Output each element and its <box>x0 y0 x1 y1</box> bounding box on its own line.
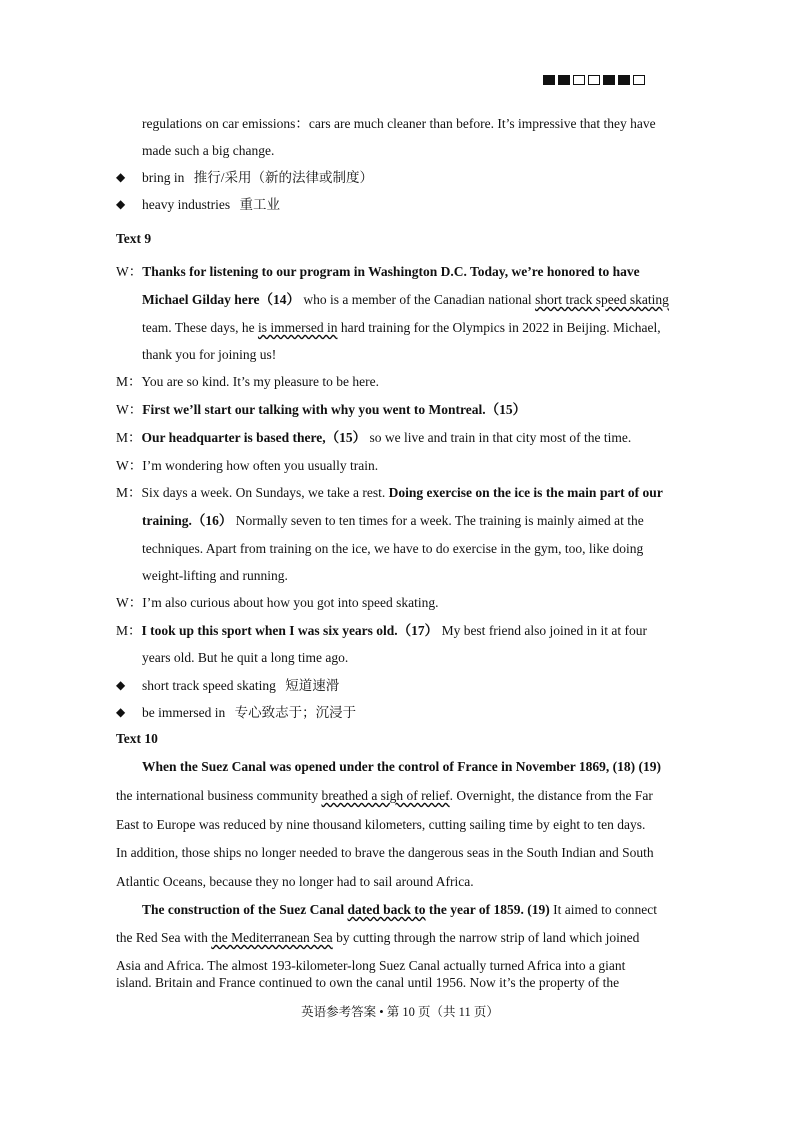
dialogue-text: I’m wondering how often you usually train. <box>142 458 379 473</box>
paragraph-line <box>116 930 639 946</box>
highlighted-phrase: is immersed in <box>257 320 338 335</box>
speaker-label: M： <box>116 430 142 445</box>
dialogue-line <box>116 595 438 611</box>
dialogue-text: so we live and train in that city most of the time. <box>366 430 632 445</box>
dialogue-text: team. These days, he <box>142 320 258 335</box>
paragraph-line: In addition, those ships no longer needed to brave the dangerous seas in the South Indian and South <box>116 845 654 860</box>
vocab-term: bring in <box>142 170 185 185</box>
dialogue-text: My best friend also joined in it at four <box>438 623 648 638</box>
dialogue-bold: Thanks for listening to our program in Washington D.C. Today, we’re honored to have <box>142 264 640 279</box>
dialogue-line <box>116 458 378 474</box>
vocab-meaning: 短道速滑 <box>285 678 340 693</box>
dialogue-text: You are so kind. It’s my pleasure to be here. <box>141 374 379 389</box>
marker-square-filled <box>558 75 570 85</box>
page-marker <box>543 75 645 85</box>
paragraph-line <box>142 902 657 918</box>
diamond-bullet-icon: ◆ <box>116 678 126 692</box>
marker-square-empty <box>633 75 645 85</box>
dialogue-text: hard training for the Olympics in 2022 in Beijing. Michael, <box>337 320 661 335</box>
vocab-meaning: 专心致志于；沉浸于 <box>234 705 357 720</box>
diamond-bullet-icon: ◆ <box>116 705 126 719</box>
marker-square-filled <box>603 75 615 85</box>
dialogue-line <box>116 374 379 390</box>
dialogue-bold: Our headquarter is based there,（15） <box>141 430 367 445</box>
marker-square-empty <box>573 75 585 85</box>
paragraph-text: the international business community <box>116 788 322 803</box>
dialogue-text: Normally seven to ten times for a week. The training is mainly aimed at the <box>232 513 644 528</box>
paragraph-line <box>116 788 653 804</box>
paragraph-bold: The construction of the Suez Canal <box>142 902 348 917</box>
speaker-label: W： <box>116 264 143 279</box>
vocab-item <box>142 678 339 694</box>
dialogue-bold: I took up this sport when I was six years old.（17） <box>141 623 439 638</box>
section-heading: Text 10 <box>116 731 158 746</box>
paragraph-text: the Red Sea with <box>116 930 212 945</box>
dialogue-line <box>142 320 661 336</box>
dialogue-line <box>116 402 526 418</box>
marker-square-filled <box>618 75 630 85</box>
paragraph-line: East to Europe was reduced by nine thousand kilometers, cutting sailing time by eight to ten days. <box>116 817 646 832</box>
diamond-bullet-icon: ◆ <box>116 197 126 211</box>
vocab-term: heavy industries <box>142 197 231 212</box>
paragraph-line: Atlantic Oceans, because they no longer had to sail around Africa. <box>116 874 474 889</box>
speaker-label: W： <box>116 458 143 473</box>
vocab-item <box>142 705 356 721</box>
speaker-label: W： <box>116 402 143 417</box>
vocab-term: be immersed in <box>142 705 226 720</box>
vocab-meaning: 重工业 <box>239 197 280 212</box>
highlighted-phrase: breathed a sigh of relief <box>321 788 450 803</box>
paragraph-line: made such a big change. <box>142 143 275 158</box>
dialogue-line: techniques. Apart from training on the ice, we have to do exercise in the gym, too, like doing <box>142 541 644 556</box>
highlighted-phrase: dated back to <box>347 902 426 917</box>
paragraph-line: island. Britain and France continued to own the canal until 1956. Now it’s the property of the <box>116 975 620 990</box>
dialogue-bold: First we’ll start our talking with why you went to Montreal.（15） <box>142 402 527 417</box>
highlighted-phrase: short track speed skating <box>535 292 669 307</box>
vocab-term: short track speed skating <box>142 678 276 693</box>
paragraph-line: regulations on car emissions：cars are much cleaner than before. It’s impressive that they have <box>142 116 656 131</box>
paragraph-line: When the Suez Canal was opened under the control of France in November 1869, (18) (19) <box>142 759 661 774</box>
dialogue-text: who is a member of the Canadian national <box>300 292 536 307</box>
marker-square-empty <box>588 75 600 85</box>
dialogue-line <box>116 485 663 501</box>
dialogue-line: years old. But he quit a long time ago. <box>142 650 349 665</box>
dialogue-line <box>116 430 631 446</box>
vocab-meaning: 推行/采用（新的法律或制度） <box>193 170 374 185</box>
dialogue-line <box>116 264 640 280</box>
dialogue-line: weight-lifting and running. <box>142 568 288 583</box>
vocab-item <box>142 197 280 213</box>
speaker-label: M： <box>116 485 142 500</box>
dialogue-line <box>142 513 644 529</box>
dialogue-bold: Michael Gilday here（14） <box>142 292 300 307</box>
highlighted-phrase: the Mediterranean Sea <box>211 930 333 945</box>
speaker-label: M： <box>116 623 142 638</box>
dialogue-text: I’m also curious about how you got into speed skating. <box>142 595 439 610</box>
paragraph-text: It aimed to connect <box>549 902 657 917</box>
marker-square-filled <box>543 75 555 85</box>
vocab-item <box>142 170 373 186</box>
dialogue-bold: training.（16） <box>142 513 233 528</box>
dialogue-line <box>116 623 647 639</box>
paragraph-line: Asia and Africa. The almost 193-kilometer-long Suez Canal actually turned Africa into a giant <box>116 958 626 973</box>
dialogue-line: thank you for joining us! <box>142 347 277 362</box>
paragraph-bold: the year of 1859. (19) <box>425 902 550 917</box>
paragraph-text: . Overnight, the distance from the Far <box>449 788 653 803</box>
section-heading: Text 9 <box>116 231 152 246</box>
speaker-label: M： <box>116 374 142 389</box>
paragraph-text: by cutting through the narrow strip of land which joined <box>332 930 640 945</box>
page-footer: 英语参考答案 • 第 10 页（共 11 页） <box>301 1005 499 1019</box>
dialogue-line <box>142 292 669 308</box>
dialogue-text: Six days a week. On Sundays, we take a rest. <box>141 485 389 500</box>
diamond-bullet-icon: ◆ <box>116 170 126 184</box>
dialogue-bold: Doing exercise on the ice is the main part of our <box>388 485 663 500</box>
speaker-label: W： <box>116 595 143 610</box>
